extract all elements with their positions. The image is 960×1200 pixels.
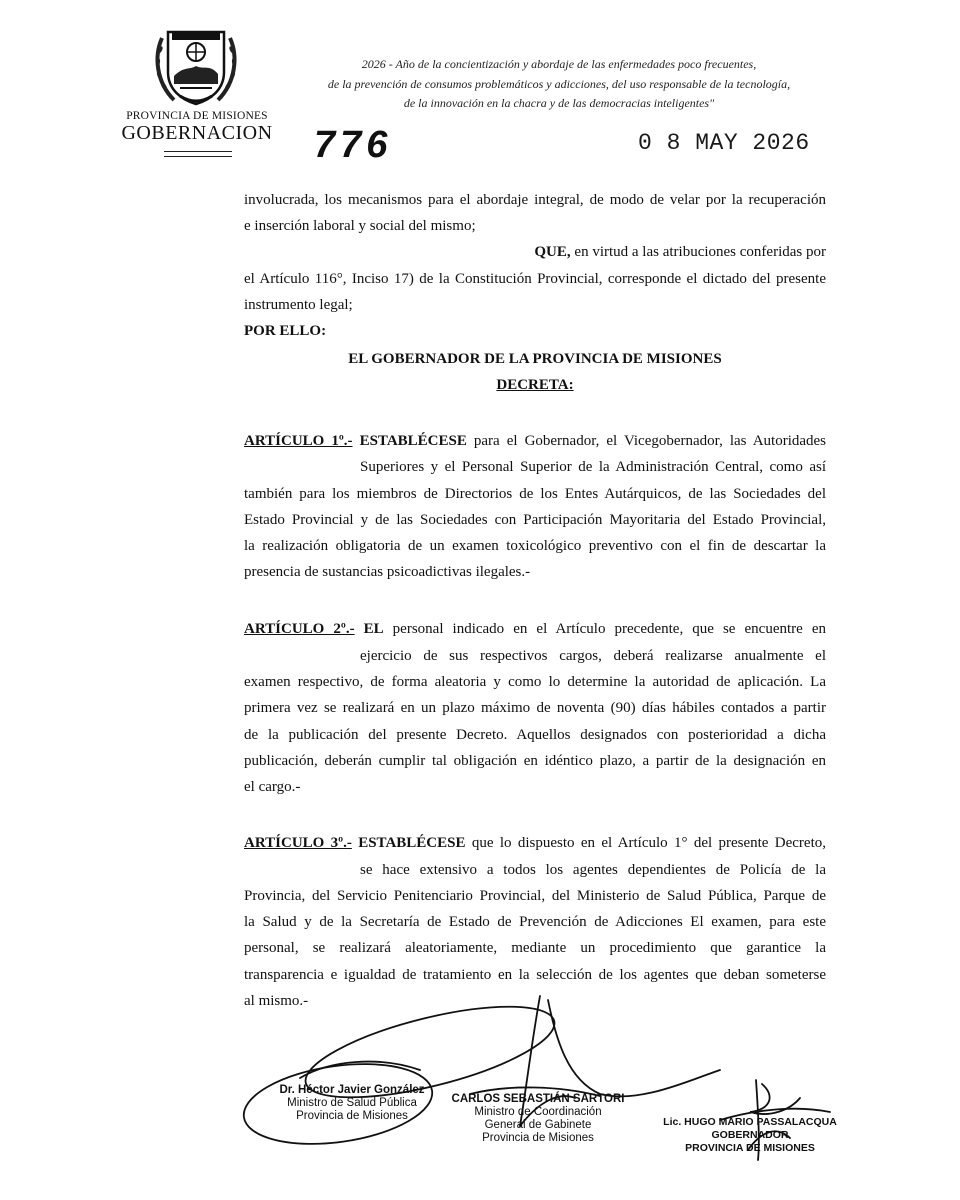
decree-number: 776	[314, 124, 393, 166]
signer-org: Provincia de Misiones	[482, 1132, 594, 1144]
decreta-label: DECRETA:	[496, 377, 574, 393]
date-stamp: 0 8 MAY 2026	[638, 130, 810, 156]
article-2-title: ARTÍCULO 2º.-	[244, 621, 355, 637]
article-1-first-line	[244, 431, 826, 451]
que-text: en virtud a las atribuciones conferidas por	[570, 244, 826, 260]
article-1-verb: ESTABLÉCESE	[359, 433, 467, 449]
article-2-line: el cargo.-	[244, 779, 301, 795]
article-2-first-line	[244, 619, 826, 639]
signer-name: CARLOS SEBASTIÁN SARTORI	[451, 1093, 625, 1105]
article-2-line: examen respectivo, de forma aleatoria y como lo determine la autoridad de aplicación. La	[244, 674, 826, 690]
signer-role: Ministro de Salud Pública	[287, 1097, 417, 1109]
signer-org: Provincia de Misiones	[296, 1110, 408, 1122]
signature-cabinet-minister	[448, 1093, 628, 1145]
article-1-line: también para los miembros de Directorios de los Entes Autárquicos, de las Sociedades del	[244, 486, 826, 502]
article-3-line: Provincia, del Servicio Penitenciario Provincial, del Ministerio de Salud Pública, Parque de	[244, 888, 826, 904]
office-name: GOBERNACION	[121, 122, 273, 144]
signer-org: PROVINCIA DE MISIONES	[685, 1142, 815, 1154]
article-2-line: publicación, deberán cumplir tal obligación en idéntico plazo, a partir de la designación en	[244, 753, 826, 769]
gobernador-heading: EL GOBERNADOR DE LA PROVINCIA DE MISIONES	[348, 351, 722, 367]
article-2-line: primera vez se realizará en un plazo máximo de noventa (90) días hábiles contados a partir	[244, 700, 826, 716]
signer-role: General de Gabinete	[484, 1119, 592, 1131]
body-line: el Artículo 116°, Inciso 17) de la Constitución Provincial, corresponde el dictado del presente	[244, 271, 826, 287]
article-3-first-line	[244, 833, 826, 853]
signer-role: Ministro de Coordinación	[474, 1106, 602, 1118]
article-1-line: la realización obligatoria de un examen toxicológico preventivo con el fin de descartar la	[244, 538, 826, 554]
que-keyword: QUE,	[534, 244, 571, 260]
signer-name: Dr. Héctor Javier González	[279, 1084, 425, 1096]
article-3-title: ARTÍCULO 3º.-	[244, 835, 352, 851]
article-2-verb: EL	[363, 621, 384, 637]
year-motto	[318, 55, 800, 114]
article-3-verb: ESTABLÉCESE	[358, 835, 466, 851]
article-3-text: que lo dispuesto en el Artículo 1° del presente Decreto,	[465, 835, 827, 851]
article-3-line: la Salud y de la Secretaría de Estado de Prevención de Adicciones El examen, para este	[244, 914, 826, 930]
article-1-line: presencia de sustancias psicoadictivas ilegales.-	[244, 564, 531, 580]
office-rule	[164, 156, 232, 157]
article-1-text: para el Gobernador, el Vicegobernador, las Autoridades	[466, 433, 827, 449]
signer-role: GOBERNADOR	[711, 1129, 789, 1141]
motto-line: de la innovación en la chacra y de las democracias inteligentes"	[403, 96, 715, 110]
article-1-title: ARTÍCULO 1º.-	[244, 433, 353, 449]
province-name: PROVINCIA DE MISIONES	[126, 110, 268, 122]
motto-line: 2026 - Año de la concientización y abordaje de las enfermedades poco frecuentes,	[361, 57, 757, 71]
article-2-line: de la publicación del presente Decreto. Aquellos designados con posterioridad a dicha	[244, 727, 826, 743]
signature-health-minister	[262, 1084, 442, 1123]
article-2-line: ejercicio de sus respectivos cargos, deberá realizarse anualmente el	[360, 648, 826, 664]
article-3-line: personal, se realizará aleatoriamente, mediante un procedimiento que garantice la	[244, 940, 826, 956]
article-1-line: Superiores y el Personal Superior de la Administración Central, como así	[360, 459, 826, 475]
decreta-heading	[244, 375, 826, 395]
article-3-line: se hace extensivo a todos los agentes dependientes de Policía de la	[360, 862, 826, 878]
por-ello-heading: POR ELLO:	[244, 323, 327, 339]
body-line: e inserción laboral y social del mismo;	[244, 218, 476, 234]
signature-governor	[655, 1116, 845, 1155]
provincial-seal-icon	[150, 26, 242, 108]
motto-line: de la prevención de consumos problemáticos y adicciones, del uso responsable de la tecnología,	[327, 76, 791, 91]
article-1-line: Estado Provincial y de las Sociedades con Participación Mayoritaria del Estado Provincial,	[244, 512, 826, 528]
office-rule	[164, 151, 232, 152]
body-line: instrumento legal;	[244, 297, 353, 313]
body-line: involucrada, los mecanismos para el abordaje integral, de modo de velar por la recuperación	[244, 192, 826, 208]
article-3-line: transparencia e igualdad de tratamiento en la selección de los agentes que deban someterse	[244, 967, 826, 983]
article-3-line: al mismo.-	[244, 993, 309, 1009]
que-line	[523, 242, 826, 262]
signer-name: Lic. HUGO MARIO PASSALACQUA	[663, 1116, 837, 1128]
article-2-text: personal indicado en el Artículo precedente, que se encuentre en	[383, 621, 826, 637]
